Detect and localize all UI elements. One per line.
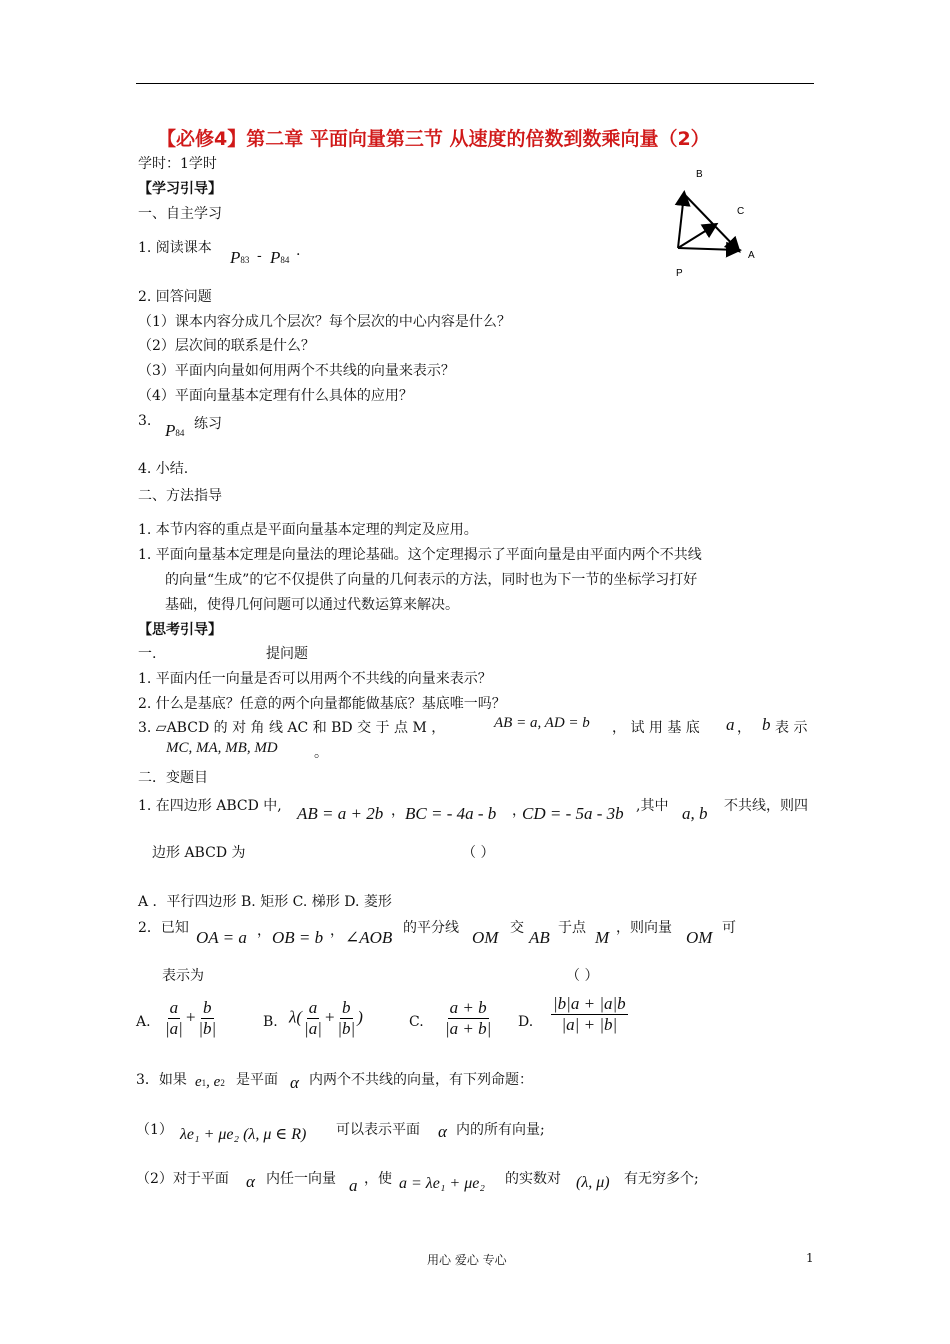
thinking-question-2: 2. 什么是基底？任意的两个向量都能做基底？基底唯一吗？ xyxy=(138,696,506,712)
proposition-2-text-3: 的实数对 xyxy=(505,1171,561,1187)
equation-ob: OB = b xyxy=(272,928,324,947)
variant-2-text-2: 交 xyxy=(510,920,524,936)
basis-instruction: ， 试 用 基 底 xyxy=(612,720,700,736)
thinking-part-1: 一. xyxy=(138,646,157,662)
basis-vectors-expr: AB = a, AD = b xyxy=(494,715,590,731)
variant-1-options: A ．平行四边形 B. 矩形 C. 梯形 D. 菱形 xyxy=(138,894,392,910)
equation-bc: BC = - 4a - b xyxy=(405,804,497,823)
separator: ， xyxy=(391,803,405,819)
label-c: C xyxy=(737,206,745,217)
page-ref-exercise: P84 xyxy=(165,421,185,440)
option-b-label: B. xyxy=(263,1014,278,1030)
proposition-2-lead: （2）对于平面 xyxy=(136,1171,229,1187)
thinking-question-1: 1. 平面内任一向量是否可以用两个不共线的向量来表示？ xyxy=(138,671,492,687)
label-b: B xyxy=(696,169,703,180)
point-m: M xyxy=(595,928,610,947)
section-thinking: 【思考引导】 xyxy=(138,622,222,638)
label-p: P xyxy=(676,268,683,279)
real-pair: (λ, μ) xyxy=(576,1174,610,1191)
option-c-expr: $\frac{a + b}{|a + b|}$ xyxy=(445,998,492,1038)
page-ref-start: P83 xyxy=(230,248,250,267)
variant-1-tail: 不共线，则四 xyxy=(724,798,808,814)
vector-pc xyxy=(678,225,715,248)
study-time: 学时：1学时 xyxy=(138,156,217,172)
page-ref-end: P84 xyxy=(270,248,290,267)
vectors-ab: a, b xyxy=(682,804,708,823)
equation-cd: CD = - 5a - 3b xyxy=(522,804,624,823)
target-vectors: MC, MA, MB, MD xyxy=(166,740,278,756)
equation-oa: OA = a xyxy=(196,928,247,947)
item-summary: 4. 小结. xyxy=(138,461,189,477)
variant-2-text-4: ，则向量 xyxy=(616,920,672,936)
vector-om-2: OM xyxy=(686,928,713,947)
option-d-label: D. xyxy=(518,1014,534,1030)
subsection-variants: 二．变题目 xyxy=(138,770,208,786)
answer-paren: （ ） xyxy=(566,968,599,984)
plane-alpha: α xyxy=(290,1073,299,1092)
variant-3-text-1: 是平面 xyxy=(236,1072,278,1088)
comma: ， xyxy=(737,720,751,736)
full-stop: 。 xyxy=(314,745,328,761)
vector-a: a xyxy=(726,715,735,734)
proposition-2-tail: 有无穷多个; xyxy=(624,1171,699,1187)
option-d-expr: $\frac{|b|a + |a|b}{|a| + |b|}$ xyxy=(553,994,626,1034)
method-1: 1. 本节内容的重点是平面向量基本定理的判定及应用。 xyxy=(138,522,478,538)
question-3: （3）平面内向量如何用两个不共线的向量来表示？ xyxy=(138,363,455,379)
item-read-textbook: 1. 阅读课本 xyxy=(138,240,212,256)
exercise-label: 练习 xyxy=(194,416,222,432)
variant-2-text-5: 可 xyxy=(722,920,736,936)
variant-3-lead: 3．如果 xyxy=(136,1072,187,1088)
segment-ab: AB xyxy=(529,928,550,947)
vector-pb xyxy=(678,194,684,248)
option-a-expr: $\frac{a}{|a|}$ + $\frac{b}{|b|}$ xyxy=(165,998,217,1038)
thinking-question-3: 3. ▱ABCD 的 对 角 线 AC 和 BD 交 于 点 M ， xyxy=(138,720,446,736)
method-2-line1: 1. 平面向量基本定理是向量法的理论基础。这个定理揭示了平面向量是由平面内两个不共线 xyxy=(138,547,702,563)
vector-diagram xyxy=(660,162,770,282)
option-b-expr: λ( $\frac{a}{|a|}$ + $\frac{b}{|b|}$ ) xyxy=(289,998,363,1038)
question-2: （2）层次间的联系是什么？ xyxy=(138,338,315,354)
plane-alpha: α xyxy=(246,1172,255,1191)
option-c-label: C. xyxy=(409,1014,424,1030)
item-3-number: 3. xyxy=(138,413,152,429)
vector-om: OM xyxy=(472,928,499,947)
variant-2-lead: 2．已知 xyxy=(138,920,189,936)
vector-pa xyxy=(678,248,738,250)
variant-1-line2: 边形 ABCD 为 xyxy=(152,845,246,861)
section-learning: 【学习引导】 xyxy=(138,181,222,197)
method-2-line2: 的向量“生成”的它不仅提供了向量的几何表示的方法，同时也为下一节的坐标学习打好 xyxy=(165,572,698,588)
variant-2-line2: 表示为 xyxy=(162,968,204,984)
proposition-1-expr: λe₁ + μe₂ (λ, μ ∈ R) xyxy=(180,1126,307,1143)
thinking-part-1-title: 提问题 xyxy=(266,646,308,662)
express-label: 表 示 xyxy=(775,720,808,736)
method-2-line3: 基础，使得几何问题可以通过代数运算来解决。 xyxy=(165,597,459,613)
separator: ， xyxy=(257,923,271,939)
proposition-2-expr: a = λe₁ + μe₂ xyxy=(399,1175,485,1192)
separator: ， xyxy=(330,923,344,939)
separator: ， xyxy=(512,803,526,819)
question-1: （1）课本内容分成几个层次？每个层次的中心内容是什么？ xyxy=(138,314,511,330)
label-a: A xyxy=(748,250,755,261)
header-rule xyxy=(136,83,814,84)
vector-a: a xyxy=(349,1176,358,1195)
subsection-method: 二、方法指导 xyxy=(138,488,222,504)
page-title: 【必修4】第二章 平面向量第三节 从速度的倍数到数乘向量（2） xyxy=(157,128,710,150)
vector-b: b xyxy=(762,715,771,734)
variant-1-mid: ,其中 xyxy=(636,798,669,814)
variant-2-text-3: 于点 xyxy=(558,920,586,936)
proposition-2-text-2: ，使 xyxy=(364,1171,392,1187)
basis-e1-e2: e1, e2 xyxy=(195,1074,225,1090)
page-number: 1 xyxy=(806,1251,814,1265)
range-dash: - xyxy=(257,248,262,264)
variant-1-lead: 1. 在四边形 ABCD 中, xyxy=(138,798,282,814)
option-a-label: A. xyxy=(136,1014,151,1030)
proposition-1-number: （1） xyxy=(136,1122,173,1138)
period: . xyxy=(296,243,301,259)
subsection-self-study: 一、自主学习 xyxy=(138,206,222,222)
question-4: （4）平面向量基本定理有什么具体的应用？ xyxy=(138,388,413,404)
variant-2-text-1: 的平分线 xyxy=(403,920,459,936)
proposition-1-tail: 内的所有向量; xyxy=(456,1122,545,1138)
variant-3-text-2: 内两个不共线的向量，有下列命题： xyxy=(309,1072,533,1088)
item-answer-questions: 2. 回答问题 xyxy=(138,289,212,305)
equation-ab: AB = a + 2b xyxy=(297,804,384,823)
plane-alpha: α xyxy=(438,1122,447,1141)
answer-paren: （ ） xyxy=(462,845,495,861)
proposition-1-text: 可以表示平面 xyxy=(336,1122,420,1138)
vector-ba xyxy=(684,194,738,250)
footer-motto: 用心 爱心 专心 xyxy=(427,1253,507,1267)
angle-aob: ∠AOB xyxy=(345,928,393,947)
proposition-2-text: 内任一向量 xyxy=(266,1171,336,1187)
